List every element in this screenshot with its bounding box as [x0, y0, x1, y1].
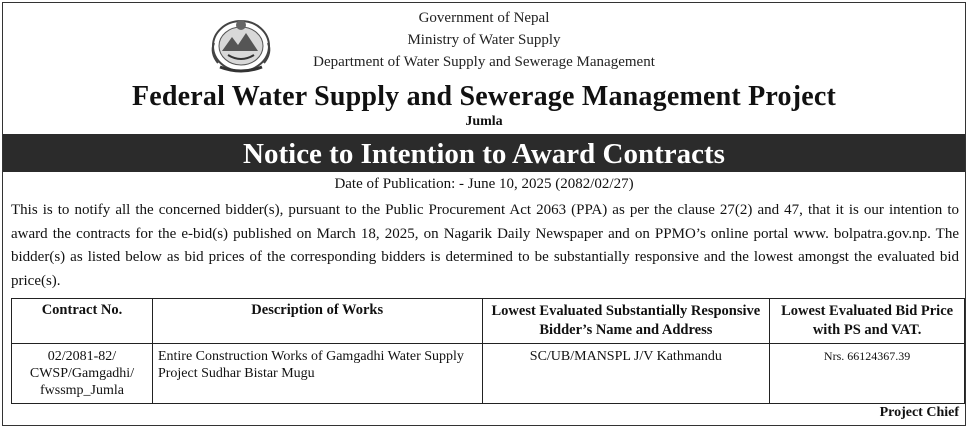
department-line: Department of Water Supply and Sewerage Management — [313, 54, 655, 70]
award-table — [11, 298, 965, 404]
header-contract-no: Contract No. — [12, 299, 153, 344]
header-description: Description of Works — [152, 299, 482, 344]
cell-description: Entire Construction Works of Gamgadhi Water Supply Project Sudhar Bistar Mugu — [152, 344, 482, 404]
table-row — [12, 344, 965, 404]
signature-project-chief: Project Chief — [879, 405, 959, 420]
cell-bidder: SC/UB/MANSPL J/V Kathmandu — [482, 344, 770, 404]
header-bidder: Lowest Evaluated Substantially Responsive Bidder’s Name and Address — [482, 299, 770, 344]
cell-bid-price: Nrs. 66124367.39 — [770, 344, 965, 404]
header-bid-price: Lowest Evaluated Bid Price with PS and VAT. — [770, 299, 965, 344]
publication-date: Date of Publication: - June 10, 2025 (2082/02/27) — [334, 176, 634, 192]
notice-title: Notice to Intention to Award Contracts — [243, 138, 725, 170]
cell-contract-no: 02/2081-82/ CWSP/Gamgadhi/ fwssmp_Jumla — [12, 344, 153, 404]
table-header-row — [12, 299, 965, 344]
notice-title-banner — [3, 134, 965, 172]
government-line: Government of Nepal — [418, 10, 550, 26]
project-location: Jumla — [465, 114, 503, 129]
notice-page — [2, 2, 966, 426]
project-title: Federal Water Supply and Sewerage Management Project — [131, 81, 837, 112]
ministry-line: Ministry of Water Supply — [407, 32, 561, 48]
notice-body: This is to notify all the concerned bidder(s), pursuant to the Public Procurement Act 2063 (PPA) as per the clause 27(2) and 47, that it is our intention to award the contracts for the e-bid(s) published on March 18, 2025, on Nagarik Daily Newspaper and on PPMO’s online portal www. bolpatra.gov.np. The bidder(s) as listed below as bid prices of the corresponding bidders is determined to be substantially responsive and the lowest amongst the evaluated bid price(s). — [11, 202, 959, 289]
